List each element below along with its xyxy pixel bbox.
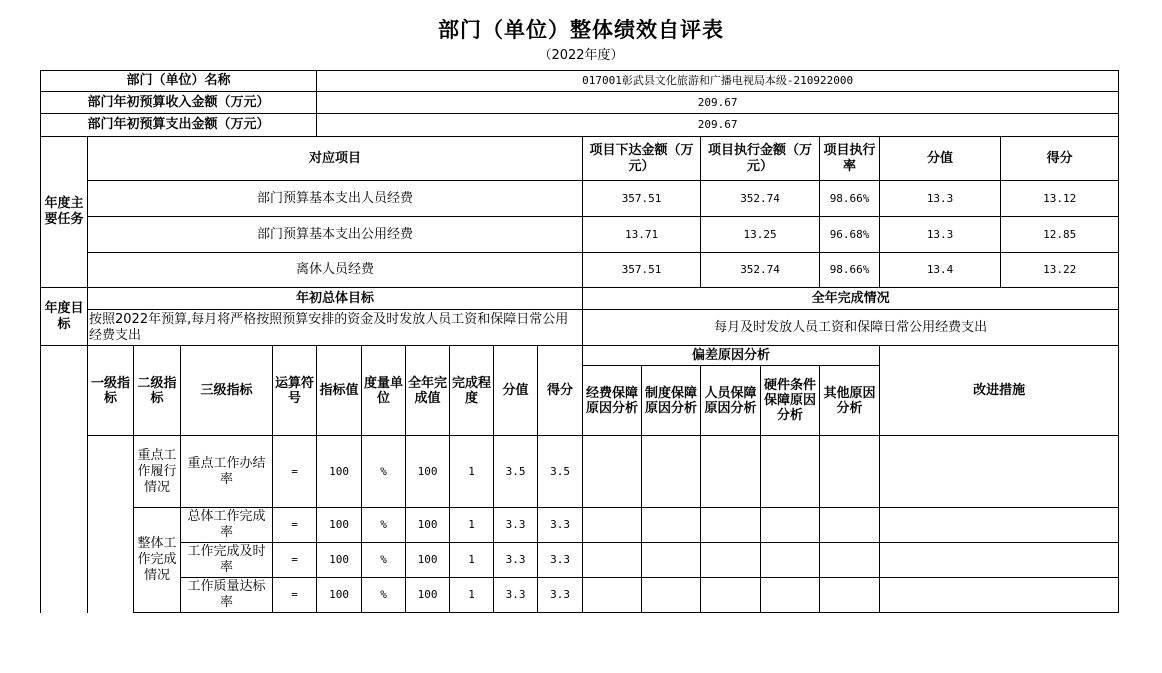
indicator-blank-column — [41, 346, 88, 613]
task-allocated: 357.51 — [583, 181, 701, 217]
unit-cell: % — [362, 508, 406, 543]
completion-header: 全年完成情况 — [583, 288, 1119, 310]
tasks-section-label: 年度主要任务 — [41, 137, 88, 288]
actual-cell: 100 — [406, 436, 450, 508]
actual-cell: 100 — [406, 508, 450, 543]
obtained-cell: 3.5 — [538, 436, 583, 508]
goals-section-label: 年度目标 — [41, 288, 88, 346]
task-rate: 98.66% — [820, 253, 880, 288]
evaluation-table — [40, 70, 1119, 613]
dept-name-value: 017001彰武县文化旅游和广播电视局本级-210922000 — [317, 71, 1119, 92]
improve-cell — [880, 578, 1119, 613]
system-cell — [642, 578, 701, 613]
task-obtained: 13.22 — [1001, 253, 1119, 288]
task-executed: 13.25 — [701, 217, 820, 253]
task-score: 13.4 — [880, 253, 1001, 288]
header-indicator-score: 分值 — [494, 346, 538, 436]
header-rate: 项目执行率 — [820, 137, 880, 181]
funding-cell — [583, 543, 642, 578]
header-system: 制度保障原因分析 — [642, 366, 701, 436]
header-actual: 全年完成值 — [406, 346, 450, 436]
header-deviation: 偏差原因分析 — [583, 346, 880, 366]
income-budget-value: 209.67 — [317, 92, 1119, 114]
header-personnel: 人员保障原因分析 — [701, 366, 761, 436]
task-score: 13.3 — [880, 217, 1001, 253]
level3-cell: 工作质量达标率 — [181, 578, 273, 613]
funding-cell — [583, 578, 642, 613]
task-rate: 96.68% — [820, 217, 880, 253]
degree-cell: 1 — [450, 578, 494, 613]
task-item: 部门预算基本支出人员经费 — [88, 181, 583, 217]
table-row — [41, 181, 1119, 217]
other-cell — [820, 508, 880, 543]
system-cell — [642, 508, 701, 543]
unit-cell: % — [362, 543, 406, 578]
completion-text: 每月及时发放人员工资和保障日常公用经费支出 — [583, 310, 1119, 346]
dept-name-label: 部门（单位）名称 — [41, 71, 317, 92]
header-operator: 运算符号 — [273, 346, 317, 436]
task-score: 13.3 — [880, 181, 1001, 217]
hardware-cell — [761, 578, 820, 613]
header-indicator-obtained: 得分 — [538, 346, 583, 436]
value-cell: 100 — [317, 543, 362, 578]
header-level3: 三级指标 — [181, 346, 273, 436]
level2-cell: 重点工作履行情况 — [134, 436, 181, 508]
task-item: 离休人员经费 — [88, 253, 583, 288]
header-hardware: 硬件条件保障原因分析 — [761, 366, 820, 436]
score-cell: 3.5 — [494, 436, 538, 508]
page-title: 部门（单位）整体绩效自评表 — [438, 18, 724, 42]
task-executed: 352.74 — [701, 253, 820, 288]
table-row — [41, 508, 1119, 543]
degree-cell: 1 — [450, 436, 494, 508]
table-row — [41, 253, 1119, 288]
header-executed: 项目执行金额（万元） — [701, 137, 820, 181]
header-funding: 经费保障原因分析 — [583, 366, 642, 436]
hardware-cell — [761, 436, 820, 508]
improve-cell — [880, 508, 1119, 543]
level2-cell: 整体工作完成情况 — [134, 508, 181, 613]
page-subtitle: （2022年度） — [538, 48, 624, 63]
operator-cell: = — [273, 543, 317, 578]
operator-cell: = — [273, 578, 317, 613]
system-cell — [642, 543, 701, 578]
task-allocated: 13.71 — [583, 217, 701, 253]
task-allocated: 357.51 — [583, 253, 701, 288]
value-cell: 100 — [317, 578, 362, 613]
value-cell: 100 — [317, 508, 362, 543]
table-row — [41, 217, 1119, 253]
obtained-cell: 3.3 — [538, 543, 583, 578]
header-degree: 完成程度 — [450, 346, 494, 436]
actual-cell: 100 — [406, 543, 450, 578]
level3-cell: 工作完成及时率 — [181, 543, 273, 578]
unit-cell: % — [362, 578, 406, 613]
header-other: 其他原因分析 — [820, 366, 880, 436]
header-level2: 二级指标 — [134, 346, 181, 436]
header-item: 对应项目 — [88, 137, 583, 181]
level3-cell: 总体工作完成率 — [181, 508, 273, 543]
obtained-cell: 3.3 — [538, 508, 583, 543]
header-value: 指标值 — [317, 346, 362, 436]
target-text: 按照2022年预算,每月将严格按照预算安排的资金及时发放人员工资和保障日常公用经费支出 — [88, 310, 583, 346]
task-executed: 352.74 — [701, 181, 820, 217]
funding-cell — [583, 508, 642, 543]
degree-cell: 1 — [450, 508, 494, 543]
score-cell: 3.3 — [494, 578, 538, 613]
personnel-cell — [701, 543, 761, 578]
score-cell: 3.3 — [494, 543, 538, 578]
hardware-cell — [761, 508, 820, 543]
task-obtained: 12.85 — [1001, 217, 1119, 253]
table-row — [41, 543, 1119, 578]
task-rate: 98.66% — [820, 181, 880, 217]
header-allocated: 项目下达金额（万元） — [583, 137, 701, 181]
header-obtained: 得分 — [1001, 137, 1119, 181]
personnel-cell — [701, 578, 761, 613]
task-obtained: 13.12 — [1001, 181, 1119, 217]
obtained-cell: 3.3 — [538, 578, 583, 613]
task-item: 部门预算基本支出公用经费 — [88, 217, 583, 253]
income-budget-label: 部门年初预算收入金额（万元） — [41, 92, 317, 114]
other-cell — [820, 578, 880, 613]
system-cell — [642, 436, 701, 508]
other-cell — [820, 543, 880, 578]
header-unit: 度量单位 — [362, 346, 406, 436]
header-improve: 改进措施 — [880, 346, 1119, 436]
level1-cell — [88, 436, 134, 613]
other-cell — [820, 436, 880, 508]
table-row — [41, 578, 1119, 613]
level3-cell: 重点工作办结率 — [181, 436, 273, 508]
expense-budget-label: 部门年初预算支出金额（万元） — [41, 114, 317, 137]
improve-cell — [880, 543, 1119, 578]
expense-budget-value: 209.67 — [317, 114, 1119, 137]
operator-cell: = — [273, 436, 317, 508]
table-row — [41, 436, 1119, 508]
unit-cell: % — [362, 436, 406, 508]
actual-cell: 100 — [406, 578, 450, 613]
improve-cell — [880, 436, 1119, 508]
score-cell: 3.3 — [494, 508, 538, 543]
funding-cell — [583, 436, 642, 508]
personnel-cell — [701, 508, 761, 543]
header-level1: 一级指标 — [88, 346, 134, 436]
target-header: 年初总体目标 — [88, 288, 583, 310]
hardware-cell — [761, 543, 820, 578]
header-score: 分值 — [880, 137, 1001, 181]
degree-cell: 1 — [450, 543, 494, 578]
personnel-cell — [701, 436, 761, 508]
value-cell: 100 — [317, 436, 362, 508]
operator-cell: = — [273, 508, 317, 543]
